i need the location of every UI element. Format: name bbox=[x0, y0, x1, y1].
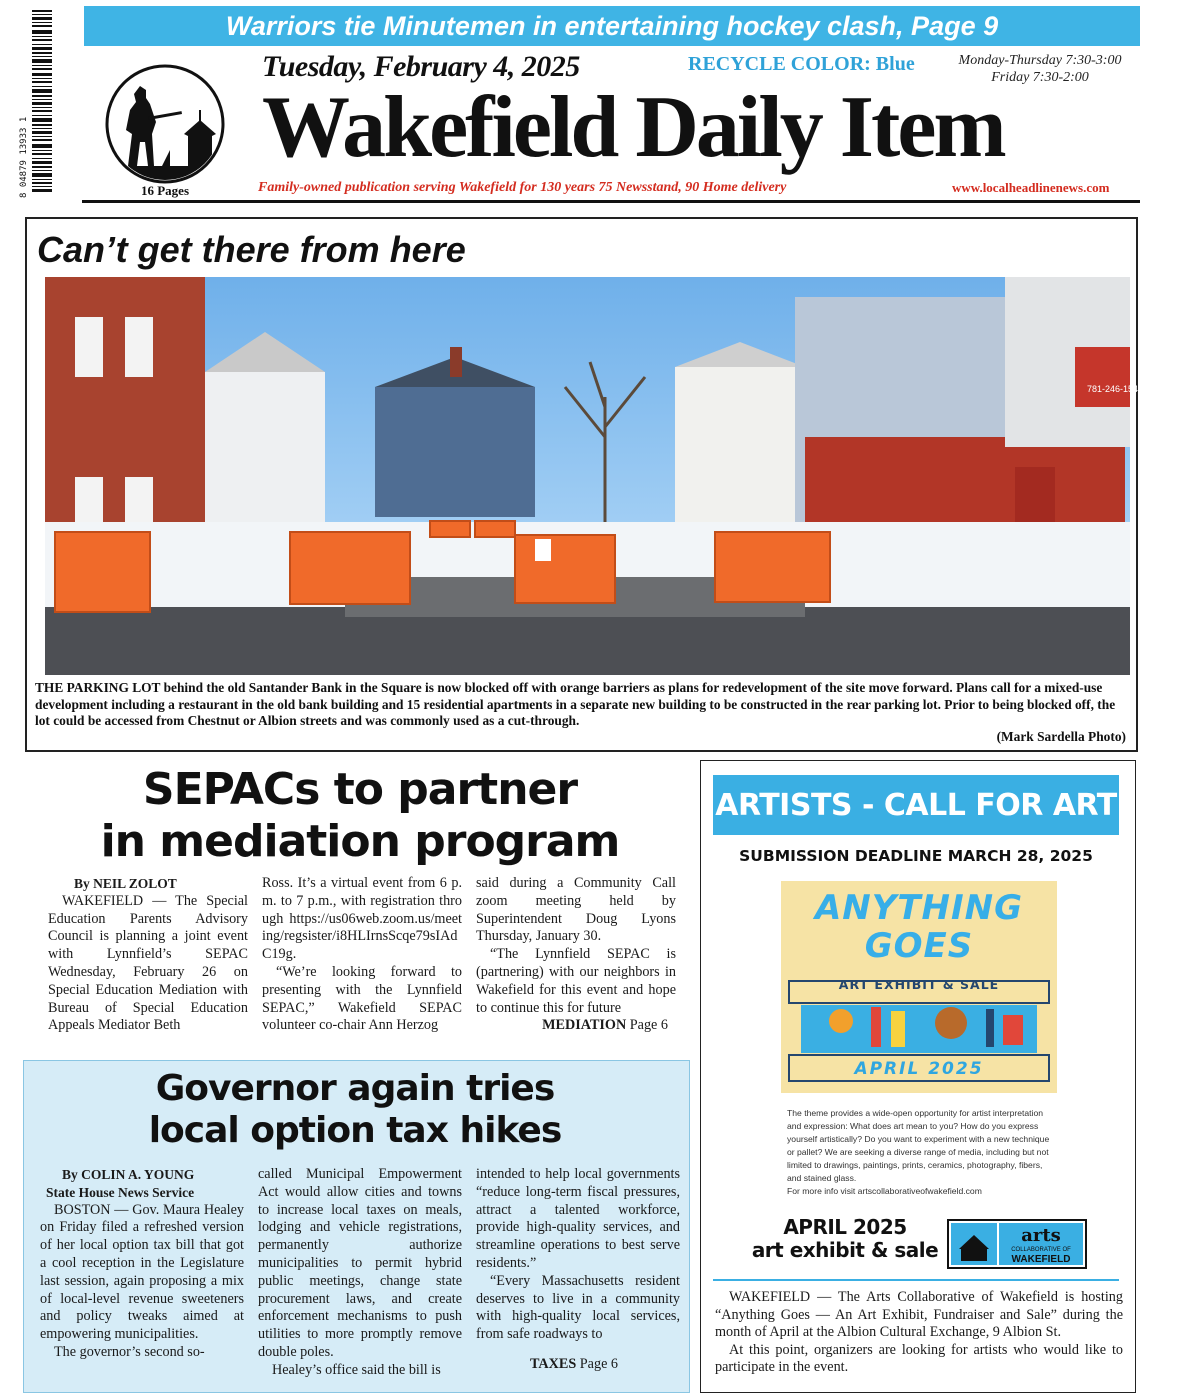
photo-credit: (Mark Sardella Photo) bbox=[996, 729, 1126, 744]
paragraph: WAKEFIELD — The Special Education Parents Advisory Council is planning a joint event with Lynnfield’s SEPAC Wednesday, February 26 on Special Education Mediation with Bureau of Special Education Appeals Mediator Beth bbox=[48, 892, 248, 1034]
hours-weekday: Monday-Thursday 7:30-3:00 bbox=[958, 53, 1122, 68]
headline-line: Governor again tries bbox=[155, 1068, 555, 1109]
ad-event-title bbox=[751, 1216, 939, 1262]
arts-collaborative-logo bbox=[947, 1219, 1087, 1269]
sign-phone: 781-246-154 bbox=[1087, 384, 1139, 394]
anything-goes-artwork bbox=[781, 881, 1057, 1093]
paragraph: “Every Massachusetts resident deserves to live in a community with high-quality local services, from safe roadways to bbox=[476, 1272, 680, 1343]
event-date: APRIL 2025 bbox=[783, 1215, 907, 1239]
story-sepac-body bbox=[48, 875, 688, 1045]
ad-banner: ARTISTS - CALL FOR ART bbox=[713, 773, 1119, 835]
photo-feature bbox=[25, 217, 1138, 752]
anything-goes-title bbox=[781, 889, 1057, 965]
paragraph: intended to help local governments “reduce long-term fiscal pressures, attract a talented workforce, provide high-quality services, and streamline operations to best serve residents.” bbox=[476, 1166, 680, 1271]
website-link[interactable]: www.localheadlinenews.com bbox=[952, 180, 1110, 195]
photo-headline: Can’t get there from here bbox=[37, 229, 466, 270]
story-governor-body bbox=[40, 1166, 680, 1380]
column bbox=[40, 1166, 244, 1380]
barcode-digits: 8 04879 13933 1 bbox=[19, 116, 29, 198]
teaser-banner[interactable]: Warriors tie Minutemen in entertaining hockey clash, Page 9 bbox=[84, 6, 1140, 46]
paragraph: said during a Community Call zoom meeting held by Superintendent Doug Lyons Thursday, January 30. bbox=[476, 875, 676, 945]
logo-wakefield: WAKEFIELD bbox=[1011, 1254, 1071, 1265]
story-governor-headline[interactable] bbox=[40, 1068, 670, 1152]
headline-line: SEPACs to partner bbox=[142, 764, 578, 815]
column bbox=[262, 875, 462, 1045]
event-name: art exhibit & sale bbox=[751, 1238, 939, 1262]
news-service: State House News Service bbox=[46, 1184, 195, 1200]
paragraph: Ross. It’s a virtual event from 6 p.m. to 7 p.m., with registration through https://us06web.zoom.us/meeting/regsister/i8HLIrnsScqe79sIAdC19g. bbox=[262, 875, 462, 963]
paragraph: WAKEFIELD — The Arts Collaborative of Wakefield is hosting “Anything Goes — An Art Exhibit, Fundraiser and Sale” during the month of April at the Albion Cultural Exchange, 9 Albion St. bbox=[715, 1289, 1123, 1341]
column bbox=[258, 1166, 462, 1380]
paragraph: BOSTON — Gov. Maura Healey on Friday filed a refreshed version of her local option tax bill that got a cool reception in the Legislature last session, again proposing a mix of local-level revenue sweeteners and policy tweaks aimed at empowering municipalities. bbox=[40, 1201, 244, 1343]
blurb-link[interactable]: For more info visit artscollaborativeofwakefield.com bbox=[787, 1186, 982, 1196]
tagline: Family-owned publication serving Wakefield for 130 years 75 Newsstand, 90 Home delivery bbox=[258, 180, 787, 195]
jump-page: Page 6 bbox=[629, 1017, 668, 1034]
jump-link-taxes[interactable] bbox=[476, 1356, 680, 1374]
minuteman-logo bbox=[90, 62, 240, 194]
ad-blurb bbox=[787, 1107, 1053, 1198]
call-for-art-ad[interactable] bbox=[700, 760, 1136, 1393]
headline-line: local option tax hikes bbox=[148, 1110, 562, 1151]
parking-lot-photo bbox=[45, 277, 1139, 675]
headline-line: in mediation program bbox=[100, 816, 620, 867]
hours-friday: Friday 7:30-2:00 bbox=[991, 70, 1089, 85]
paragraph: The governor’s second so- bbox=[54, 1343, 205, 1360]
jump-link-mediation[interactable] bbox=[476, 1017, 676, 1035]
logo-collab: COLLABORATIVE OF bbox=[1011, 1247, 1071, 1253]
art-exhibit-label: ART EXHIBIT & SALE bbox=[838, 977, 1000, 992]
submission-deadline: SUBMISSION DEADLINE MARCH 28, 2025 bbox=[739, 847, 1093, 865]
column bbox=[476, 1166, 680, 1380]
column bbox=[476, 875, 676, 1045]
photo-caption: THE PARKING LOT behind the old Santander Bank in the Square is now blocked off with orange barriers as plans for redevelopment of the site move forward. Plans call for a mixed-use development including a restaurant in the old bank building and 15 residential apartments in a separate new building to be constructed in the rear parking lot. Prior to being blocked off, the lot could be accessed from Chestnut or Albion streets and was commonly used as a cut-through. bbox=[35, 680, 1116, 728]
paragraph: called Municipal Empowerment Act would allow cities and towns to increase local taxes on meals, lodging and vehicle registrations, permanently authorize municipalities to permit hybrid public meetings, change state procurement laws, and create enforcement mechanisms to push utilities to more promptly remove double poles. bbox=[258, 1166, 462, 1360]
story-sepac-headline[interactable] bbox=[30, 764, 690, 868]
blurb-text: The theme provides a wide-open opportunity for artist interpretation and expression: What does art mean to you? How do you express yourself artistically? Do you want to experiment with a new technique or pallet? We are seeking a diverse range of media, including but not limited to drawings, paintings, prints, ceramics, photography, fibers, and stained glass. bbox=[787, 1108, 1050, 1183]
art-word: ANYTHING bbox=[814, 888, 1024, 928]
paragraph: At this point, organizers are looking for artists who would like to participate in the event. bbox=[715, 1341, 1123, 1376]
logo-arts: arts bbox=[1021, 1225, 1061, 1246]
jump-word: TAXES bbox=[529, 1355, 577, 1372]
page-count: 16 Pages bbox=[140, 183, 190, 198]
byline: By COLIN A. YOUNG bbox=[62, 1167, 195, 1182]
byline: By NEIL ZOLOT bbox=[74, 876, 177, 891]
paragraph: Healey’s office said the bill is bbox=[272, 1361, 441, 1378]
paragraph: “We’re looking forward to presenting with the Lynnfield SEPAC,” Wakefield SEPAC volunteer co-chair Ann Herzog bbox=[262, 963, 462, 1034]
issue-date: Tuesday, February 4, 2025 bbox=[262, 50, 580, 83]
recycle-color: RECYCLE COLOR: Blue bbox=[688, 53, 915, 75]
jump-word: MEDIATION bbox=[542, 1017, 627, 1034]
masthead-rule bbox=[82, 200, 1140, 203]
art-month-label: APRIL 2025 bbox=[854, 1059, 984, 1079]
paragraph: “The Lynnfield SEPAC is (partnering) with our neighbors in Wakefield for this event and hope to continue this for future bbox=[476, 946, 676, 1016]
art-word: GOES bbox=[864, 926, 974, 966]
column bbox=[48, 875, 248, 1045]
barcode bbox=[18, 8, 58, 203]
newspaper-title: Wakefield Daily Item bbox=[262, 79, 1004, 176]
ad-story bbox=[715, 1289, 1123, 1377]
jump-page: Page 6 bbox=[579, 1355, 619, 1372]
ad-rule bbox=[713, 1279, 1119, 1281]
